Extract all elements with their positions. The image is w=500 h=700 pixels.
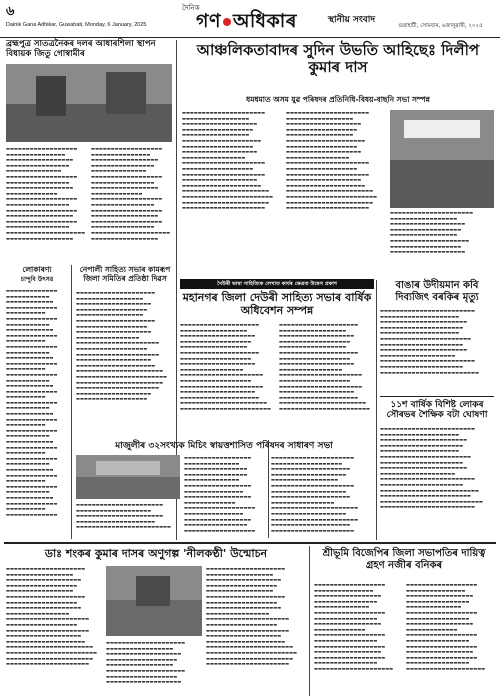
article-1-photo (6, 64, 172, 142)
page-number: ৬ (6, 4, 15, 19)
article-10-headline: শ্ৰীভূমি বিজেপিৰ জিলা সভাপতিৰ দায়িত্ব গ্ৰহণ নজীৰ বনিকৰ (322, 548, 486, 571)
article-10-body: ▬▬▬▬▬▬▬▬▬▬▬▬▬▬▬▬▬▬ ▬▬▬▬▬▬▬▬▬▬▬▬▬▬▬ ▬▬▬▬▬▬▬▬▬▬▬▬▬▬▬▬▬ ▬▬▬▬▬▬▬▬▬▬▬▬▬▬▬▬ ▬▬▬▬▬▬▬▬▬▬▬▬▬▬ ▬▬▬▬▬▬▬▬▬▬▬▬▬▬▬▬▬▬ ▬▬▬▬▬▬▬▬▬▬▬▬▬▬▬▬ ▬▬▬▬▬▬▬▬▬▬▬▬▬▬▬▬▬ ▬▬▬▬▬▬▬▬▬▬▬▬▬ ▬▬▬▬▬▬▬▬▬▬▬▬▬▬▬▬▬▬ ▬▬▬▬▬▬▬▬▬▬▬▬▬▬▬▬ ▬▬▬▬▬▬▬▬▬▬▬▬▬▬▬▬▬▬ ▬▬▬▬▬▬▬▬▬▬▬▬▬▬▬▬▬ ▬▬▬▬▬▬▬▬▬▬▬▬▬▬▬▬▬▬ ▬▬▬▬▬▬▬▬▬▬▬▬▬▬▬▬ ▬▬▬▬▬▬▬▬▬▬▬▬▬▬▬▬▬▬▬▬ (314, 582, 394, 671)
article-8-body-col2: ▬▬▬▬▬▬▬▬▬▬▬▬▬▬▬▬▬▬▬▬▬ ▬▬▬▬▬▬▬▬▬▬▬▬▬▬▬▬▬▬ ▬▬▬▬▬▬▬▬▬▬▬▬▬▬▬▬▬▬▬▬ ▬▬▬▬▬▬▬▬▬▬▬▬▬▬▬▬▬▬▬ ▬▬▬▬▬▬▬▬▬▬▬▬▬▬▬▬▬ ▬▬▬▬▬▬▬▬▬▬▬▬▬▬▬▬▬▬▬▬▬ ▬▬▬▬▬▬▬▬▬▬▬▬▬▬▬▬▬▬▬ ▬▬▬▬▬▬▬▬▬▬▬▬▬▬▬▬▬▬▬▬ ▬▬▬▬▬▬▬▬▬▬▬▬▬▬▬▬ ▬▬▬▬▬▬▬▬▬▬▬▬▬▬▬▬▬▬▬▬▬▬ ▬▬▬▬▬▬▬▬▬▬▬▬▬▬▬▬▬▬▬ ▬▬▬▬▬▬▬▬▬▬▬▬▬▬▬▬▬▬▬▬▬▬ ▬▬▬▬▬▬▬▬▬▬▬▬▬▬▬▬▬▬▬▬ ▬▬▬▬▬▬▬▬▬▬▬▬▬▬▬▬▬▬▬▬▬ (271, 455, 359, 533)
edition-line: Dainik Gana Adhikar, Guwahati, Monday, 6 January, 2025 (6, 22, 147, 28)
column-divider (71, 265, 72, 539)
column-divider (376, 280, 377, 540)
article-5-body-col2: ▬▬▬▬▬▬▬▬▬▬▬▬▬▬▬▬▬▬▬▬ ▬▬▬▬▬▬▬▬▬▬▬▬▬▬▬▬▬ ▬▬▬▬▬▬▬▬▬▬▬▬▬▬▬▬▬▬▬ ▬▬▬▬▬▬▬▬▬▬▬▬▬▬▬▬▬▬ ▬▬▬▬▬▬▬▬▬▬▬▬▬▬▬▬▬ ▬▬▬▬▬▬▬▬▬▬▬▬▬▬▬▬▬▬▬▬ ▬▬▬▬▬▬▬▬▬▬▬▬▬▬▬▬▬▬ ▬▬▬▬▬▬▬▬▬▬▬▬▬▬▬▬▬▬▬ ▬▬▬▬▬▬▬▬▬▬▬▬▬▬▬▬ ▬▬▬▬▬▬▬▬▬▬▬▬▬▬▬▬▬▬▬▬▬ ▬▬▬▬▬▬▬▬▬▬▬▬▬▬▬▬▬▬ ▬▬▬▬▬▬▬▬▬▬▬▬▬▬▬▬▬▬▬▬▬ ▬▬▬▬▬▬▬▬▬▬▬▬▬▬▬▬▬▬▬ ▬▬▬▬▬▬▬▬▬▬▬▬▬▬▬▬▬▬▬▬ ▬▬▬▬▬▬▬▬▬▬▬▬▬▬▬▬▬▬▬▬▬▬ ▬▬▬▬▬▬▬▬▬▬▬▬▬▬▬▬▬▬▬▬▬▬▬ (279, 322, 370, 411)
article-9-headline: ডাঃ শংকৰ কুমাৰ দাসৰ অণুগল্প 'নীলকণ্ঠী' উন্মোচন (44, 547, 268, 560)
masthead (0, 0, 500, 38)
article-3-subkicker: চান্দুবি উৎসৱ (20, 276, 54, 283)
article-7-headline: ১১শ বাৰ্ষিক বিশিষ্ট লোকৰ সৌৰভৰ শৈক্ষিক বটা ঘোষণা (386, 400, 488, 421)
article-2-body: ▬▬▬▬▬▬▬▬▬▬▬▬▬▬▬▬▬▬▬▬▬ ▬▬▬▬▬▬▬▬▬▬▬▬▬▬▬▬▬ ▬▬▬▬▬▬▬▬▬▬▬▬▬▬▬▬▬▬▬ ▬▬▬▬▬▬▬▬▬▬▬▬▬▬▬▬▬▬ ▬▬▬▬▬▬▬▬▬▬▬▬▬▬▬▬▬ ▬▬▬▬▬▬▬▬▬▬▬▬▬▬▬▬▬▬▬▬ ▬▬▬▬▬▬▬▬▬▬▬▬▬▬▬▬▬▬ ▬▬▬▬▬▬▬▬▬▬▬▬▬▬▬▬▬▬▬ ▬▬▬▬▬▬▬▬▬▬▬▬▬▬▬▬ ▬▬▬▬▬▬▬▬▬▬▬▬▬▬▬▬▬▬▬▬▬ ▬▬▬▬▬▬▬▬▬▬▬▬▬▬▬▬▬▬ ▬▬▬▬▬▬▬▬▬▬▬▬▬▬▬▬▬▬▬▬▬ ▬▬▬▬▬▬▬▬▬▬▬▬▬▬▬▬▬▬▬ ▬▬▬▬▬▬▬▬▬▬▬▬▬▬▬▬▬▬▬▬ ▬▬▬▬▬▬▬▬▬▬▬▬▬▬▬▬▬▬▬▬▬▬ ▬▬▬▬▬▬▬▬▬▬▬▬▬▬▬▬▬▬▬▬▬▬▬ ▬▬▬▬▬▬▬▬▬▬▬▬▬▬▬▬▬▬▬▬▬▬ ▬▬▬▬▬▬▬▬▬▬▬▬▬▬▬▬▬▬▬▬▬ (182, 110, 273, 211)
logo-dot-icon (223, 18, 231, 26)
article-8-headline: মাজুলীৰ ৩২সংখ্যক মিচিং স্বায়ত্তশাসিত পৰিষদৰ সাধাৰণ সভা (115, 441, 333, 451)
newspaper-logo (196, 7, 297, 39)
bottom-divider (4, 542, 496, 544)
article-2-photo (390, 110, 494, 208)
article-2-body-col2: ▬▬▬▬▬▬▬▬▬▬▬▬▬▬▬▬▬▬▬▬▬ ▬▬▬▬▬▬▬▬▬▬▬▬▬▬▬▬▬ ▬▬▬▬▬▬▬▬▬▬▬▬▬▬▬▬▬▬▬ ▬▬▬▬▬▬▬▬▬▬▬▬▬▬▬▬▬▬ ▬▬▬▬▬▬▬▬▬▬▬▬▬▬▬▬▬ ▬▬▬▬▬▬▬▬▬▬▬▬▬▬▬▬▬▬▬▬ ▬▬▬▬▬▬▬▬▬▬▬▬▬▬▬▬▬▬ ▬▬▬▬▬▬▬▬▬▬▬▬▬▬▬▬▬▬▬ ▬▬▬▬▬▬▬▬▬▬▬▬▬▬▬▬ ▬▬▬▬▬▬▬▬▬▬▬▬▬▬▬▬▬▬▬▬▬ ▬▬▬▬▬▬▬▬▬▬▬▬▬▬▬▬▬▬ ▬▬▬▬▬▬▬▬▬▬▬▬▬▬▬▬▬▬▬▬▬ ▬▬▬▬▬▬▬▬▬▬▬▬▬▬▬▬▬▬▬ ▬▬▬▬▬▬▬▬▬▬▬▬▬▬▬▬▬▬▬▬ ▬▬▬▬▬▬▬▬▬▬▬▬▬▬▬▬▬▬▬▬▬▬ ▬▬▬▬▬▬▬▬▬▬▬▬▬▬▬▬▬▬▬▬▬▬▬ ▬▬▬▬▬▬▬▬▬▬▬▬▬▬▬▬▬▬▬▬▬▬ ▬▬▬▬▬▬▬▬▬▬▬▬▬▬▬▬▬▬▬▬▬ (286, 110, 377, 211)
article-3-kicker: লোকাৰণ্য (22, 265, 52, 274)
article-9-body-col2: ▬▬▬▬▬▬▬▬▬▬▬▬▬▬▬▬▬▬▬▬ ▬▬▬▬▬▬▬▬▬▬▬▬▬▬▬▬▬ ▬▬▬▬▬▬▬▬▬▬▬▬▬▬▬▬▬▬▬ ▬▬▬▬▬▬▬▬▬▬▬▬▬▬▬▬▬▬ ▬▬▬▬▬▬▬▬▬▬▬▬▬▬▬▬▬ ▬▬▬▬▬▬▬▬▬▬▬▬▬▬▬▬▬▬▬▬ ▬▬▬▬▬▬▬▬▬▬▬▬▬▬▬▬▬▬ ▬▬▬▬▬▬▬▬▬▬▬▬▬▬▬▬▬▬▬ (106, 640, 186, 685)
article-9-body-col3: ▬▬▬▬▬▬▬▬▬▬▬▬▬▬▬▬▬▬▬▬ ▬▬▬▬▬▬▬▬▬▬▬▬▬▬▬▬▬ ▬▬▬▬▬▬▬▬▬▬▬▬▬▬▬▬▬▬▬ ▬▬▬▬▬▬▬▬▬▬▬▬▬▬▬▬▬▬ ▬▬▬▬▬▬▬▬▬▬▬▬▬▬▬▬▬ ▬▬▬▬▬▬▬▬▬▬▬▬▬▬▬▬▬▬▬▬ ▬▬▬▬▬▬▬▬▬▬▬▬▬▬▬▬▬▬ ▬▬▬▬▬▬▬▬▬▬▬▬▬▬▬▬▬▬▬ ▬▬▬▬▬▬▬▬▬▬▬▬▬▬▬▬ ▬▬▬▬▬▬▬▬▬▬▬▬▬▬▬▬▬▬▬▬▬ ▬▬▬▬▬▬▬▬▬▬▬▬▬▬▬▬▬▬ ▬▬▬▬▬▬▬▬▬▬▬▬▬▬▬▬▬▬▬▬▬ ▬▬▬▬▬▬▬▬▬▬▬▬▬▬▬▬▬▬▬ ▬▬▬▬▬▬▬▬▬▬▬▬▬▬▬▬▬▬▬▬ ▬▬▬▬▬▬▬▬▬▬▬▬▬▬▬▬▬▬▬▬▬▬ ▬▬▬▬▬▬▬▬▬▬▬▬▬▬▬▬▬▬▬▬▬▬▬ ▬▬▬▬▬▬▬▬▬▬▬▬▬▬▬▬▬▬▬▬▬▬ ▬▬▬▬▬▬▬▬▬▬▬▬▬▬▬▬▬▬▬▬▬ (206, 566, 297, 667)
article-2-photo-caption: ▬▬▬▬▬▬▬▬▬▬▬▬▬▬▬▬▬▬▬▬▬ ▬▬▬▬▬▬▬▬▬▬▬▬▬▬▬▬▬ ▬▬▬▬▬▬▬▬▬▬▬▬▬▬▬▬▬▬▬ ▬▬▬▬▬▬▬▬▬▬▬▬▬▬▬▬▬▬ ▬▬▬▬▬▬▬▬▬▬▬▬▬▬▬▬▬ ▬▬▬▬▬▬▬▬▬▬▬▬▬▬▬▬▬▬▬▬ ▬▬▬▬▬▬▬▬▬▬▬▬▬▬▬▬▬▬ ▬▬▬▬▬▬▬▬▬▬▬▬▬▬▬▬▬▬▬ (390, 210, 474, 255)
article-6-headline: বাঙাৰ উদীয়মান কবি দিব্যজিৎ বৰকিৰ মৃত্যু (395, 280, 479, 303)
section-label: স্থানীয় সংবাদ (328, 15, 376, 25)
article-3-body: ▬▬▬▬▬▬▬▬▬▬▬▬▬ ▬▬▬▬▬▬▬▬▬▬▬ ▬▬▬▬▬▬▬▬▬▬▬▬ ▬▬▬▬▬▬▬▬▬▬▬▬▬ ▬▬▬▬▬▬▬▬▬▬ ▬▬▬▬▬▬▬▬▬▬▬▬▬ ▬▬▬▬▬▬▬▬▬▬▬ ▬▬▬▬▬▬▬▬▬▬▬▬ ▬▬▬▬▬▬▬▬▬▬▬▬▬ ▬▬▬▬▬▬▬▬▬▬ ▬▬▬▬▬▬▬▬▬▬▬▬▬ ▬▬▬▬▬▬▬▬▬▬▬ ▬▬▬▬▬▬▬▬▬▬▬▬ ▬▬▬▬▬▬▬▬▬▬▬▬▬ ▬▬▬▬▬▬▬▬▬▬ ▬▬▬▬▬▬▬▬▬▬▬▬▬ ▬▬▬▬▬▬▬▬▬▬▬ ▬▬▬▬▬▬▬▬▬▬▬▬ ▬▬▬▬▬▬▬▬▬▬▬▬▬ ▬▬▬▬▬▬▬▬▬▬ ▬▬▬▬▬▬▬▬▬▬▬▬▬ ▬▬▬▬▬▬▬▬▬▬▬ ▬▬▬▬▬▬▬▬▬▬▬▬ ▬▬▬▬▬▬▬▬▬▬▬▬▬ ▬▬▬▬▬▬▬▬▬▬ ▬▬▬▬▬▬▬▬▬▬▬▬▬ ▬▬▬▬▬▬▬▬▬▬▬ ▬▬▬▬▬▬▬▬▬▬▬▬ ▬▬▬▬▬▬▬▬▬▬▬▬▬ ▬▬▬▬▬▬▬▬▬▬ ▬▬▬▬▬▬▬▬▬▬▬▬▬ ▬▬▬▬▬▬▬▬▬▬▬ ▬▬▬▬▬▬▬▬▬▬▬▬ ▬▬▬▬▬▬▬▬▬▬▬▬▬ ▬▬▬▬▬▬▬▬▬▬ ▬▬▬▬▬▬▬▬▬▬▬▬▬ ▬▬▬▬▬▬▬▬▬▬▬ ▬▬▬▬▬▬▬▬▬▬▬▬ ▬▬▬▬▬▬▬▬▬▬▬▬▬ ▬▬▬▬▬▬▬▬▬▬ ▬▬▬▬▬▬▬▬▬▬▬▬▬ (6, 288, 58, 517)
article-2-headline: আঞ্চলিকতাবাদৰ সুদিন উভতি আহিছেঃ দিলীপ কুমাৰ দাস (196, 41, 480, 77)
date-assamese: গুৱাহাটী, সোমবাৰ, ৬জানুৱাৰী, ২০২৫ (398, 23, 483, 29)
article-2-subhead: ধমধমাত অসম যুৱ পৰিষদৰ প্ৰতিনিধি-বিষয়-বাছনি সভা সম্পন্ন (246, 95, 430, 104)
article-1-body-col2: ▬▬▬▬▬▬▬▬▬▬▬▬▬▬▬▬▬▬ ▬▬▬▬▬▬▬▬▬▬▬▬▬▬▬ ▬▬▬▬▬▬▬▬▬▬▬▬▬▬▬▬▬ ▬▬▬▬▬▬▬▬▬▬▬▬▬▬▬▬ ▬▬▬▬▬▬▬▬▬▬▬▬▬▬ ▬▬▬▬▬▬▬▬▬▬▬▬▬▬▬▬▬▬ ▬▬▬▬▬▬▬▬▬▬▬▬▬▬▬▬ ▬▬▬▬▬▬▬▬▬▬▬▬▬▬▬▬▬ ▬▬▬▬▬▬▬▬▬▬▬▬▬ ▬▬▬▬▬▬▬▬▬▬▬▬▬▬▬▬▬▬ ▬▬▬▬▬▬▬▬▬▬▬▬▬▬▬▬ ▬▬▬▬▬▬▬▬▬▬▬▬▬▬▬▬▬▬ ▬▬▬▬▬▬▬▬▬▬▬▬▬▬▬▬▬ ▬▬▬▬▬▬▬▬▬▬▬▬▬▬▬▬▬▬ ▬▬▬▬▬▬▬▬▬▬▬▬▬▬▬▬ ▬▬▬▬▬▬▬▬▬▬▬▬▬▬▬▬▬▬▬▬ ▬▬▬▬▬▬▬▬▬▬▬▬▬▬▬▬▬ (91, 146, 171, 241)
article-4-headline: নেপালী সাহিত্য সভাৰ কামৰূপ জিলা সমিতিৰ প্ৰতিষ্ঠা দিৱস (79, 265, 171, 283)
article-5-body: ▬▬▬▬▬▬▬▬▬▬▬▬▬▬▬▬▬▬▬▬ ▬▬▬▬▬▬▬▬▬▬▬▬▬▬▬▬▬ ▬▬▬▬▬▬▬▬▬▬▬▬▬▬▬▬▬▬▬ ▬▬▬▬▬▬▬▬▬▬▬▬▬▬▬▬▬▬ ▬▬▬▬▬▬▬▬▬▬▬▬▬▬▬▬▬ ▬▬▬▬▬▬▬▬▬▬▬▬▬▬▬▬▬▬▬▬ ▬▬▬▬▬▬▬▬▬▬▬▬▬▬▬▬▬▬ ▬▬▬▬▬▬▬▬▬▬▬▬▬▬▬▬▬▬▬ ▬▬▬▬▬▬▬▬▬▬▬▬▬▬▬▬ ▬▬▬▬▬▬▬▬▬▬▬▬▬▬▬▬▬▬▬▬▬ ▬▬▬▬▬▬▬▬▬▬▬▬▬▬▬▬▬▬ ▬▬▬▬▬▬▬▬▬▬▬▬▬▬▬▬▬▬▬▬▬ ▬▬▬▬▬▬▬▬▬▬▬▬▬▬▬▬▬▬▬ ▬▬▬▬▬▬▬▬▬▬▬▬▬▬▬▬▬▬▬▬ ▬▬▬▬▬▬▬▬▬▬▬▬▬▬▬▬▬▬▬▬▬▬ ▬▬▬▬▬▬▬▬▬▬▬▬▬▬▬▬▬▬▬▬▬▬▬ (180, 322, 271, 411)
article-8-caption: ▬▬▬▬▬▬▬▬▬▬▬▬▬▬▬▬▬▬▬▬▬▬ ▬▬▬▬▬▬▬▬▬▬▬▬▬▬▬▬▬▬▬ ▬▬▬▬▬▬▬▬▬▬▬▬▬▬▬▬▬▬▬▬▬▬ ▬▬▬▬▬▬▬▬▬▬▬▬▬▬▬▬▬▬▬▬ ▬▬▬▬▬▬▬▬▬▬▬▬▬▬▬▬▬▬▬▬▬▬▬▬ (76, 502, 171, 530)
article-1-body: ▬▬▬▬▬▬▬▬▬▬▬▬▬▬▬▬▬▬ ▬▬▬▬▬▬▬▬▬▬▬▬▬▬▬ ▬▬▬▬▬▬▬▬▬▬▬▬▬▬▬▬▬ ▬▬▬▬▬▬▬▬▬▬▬▬▬▬▬▬ ▬▬▬▬▬▬▬▬▬▬▬▬▬▬ ▬▬▬▬▬▬▬▬▬▬▬▬▬▬▬▬▬▬ ▬▬▬▬▬▬▬▬▬▬▬▬▬▬▬▬ ▬▬▬▬▬▬▬▬▬▬▬▬▬▬▬▬▬ ▬▬▬▬▬▬▬▬▬▬▬▬▬ ▬▬▬▬▬▬▬▬▬▬▬▬▬▬▬▬▬▬ ▬▬▬▬▬▬▬▬▬▬▬▬▬▬▬▬ ▬▬▬▬▬▬▬▬▬▬▬▬▬▬▬▬▬▬ ▬▬▬▬▬▬▬▬▬▬▬▬▬▬▬▬▬ ▬▬▬▬▬▬▬▬▬▬▬▬▬▬▬▬▬▬ ▬▬▬▬▬▬▬▬▬▬▬▬▬▬▬▬ ▬▬▬▬▬▬▬▬▬▬▬▬▬▬▬▬▬▬▬▬ ▬▬▬▬▬▬▬▬▬▬▬▬▬▬▬▬▬ (6, 146, 86, 241)
article-5-kicker: দৈউৰী ভাষা সাহিত্যিক লেখাত কাৰ্যৰ ক্ষেত্ৰত উদ্বেগ প্ৰকাশ (180, 279, 374, 289)
article-4-body: ▬▬▬▬▬▬▬▬▬▬▬▬▬▬▬▬▬▬▬▬ ▬▬▬▬▬▬▬▬▬▬▬▬▬▬▬▬▬ ▬▬▬▬▬▬▬▬▬▬▬▬▬▬▬▬▬▬▬ ▬▬▬▬▬▬▬▬▬▬▬▬▬▬▬▬▬▬ ▬▬▬▬▬▬▬▬▬▬▬▬▬▬▬▬▬ ▬▬▬▬▬▬▬▬▬▬▬▬▬▬▬▬▬▬▬▬ ▬▬▬▬▬▬▬▬▬▬▬▬▬▬▬▬▬▬ ▬▬▬▬▬▬▬▬▬▬▬▬▬▬▬▬▬▬▬ ▬▬▬▬▬▬▬▬▬▬▬▬▬▬▬▬ ▬▬▬▬▬▬▬▬▬▬▬▬▬▬▬▬▬▬▬▬▬ ▬▬▬▬▬▬▬▬▬▬▬▬▬▬▬▬▬▬ ▬▬▬▬▬▬▬▬▬▬▬▬▬▬▬▬▬▬▬▬▬ ▬▬▬▬▬▬▬▬▬▬▬▬▬▬▬▬▬▬▬ ▬▬▬▬▬▬▬▬▬▬▬▬▬▬▬▬▬▬▬▬ ▬▬▬▬▬▬▬▬▬▬▬▬▬▬▬▬▬▬▬▬▬▬ ▬▬▬▬▬▬▬▬▬▬▬▬▬▬▬▬▬▬▬▬▬▬▬ ▬▬▬▬▬▬▬▬▬▬▬▬▬▬▬▬▬▬▬▬▬▬ ▬▬▬▬▬▬▬▬▬▬▬▬▬▬▬▬▬▬▬▬▬ ▬▬▬▬▬▬▬▬▬▬▬▬▬▬▬▬▬▬▬ ▬▬▬▬▬▬▬▬▬▬▬▬▬▬▬▬▬▬ (76, 290, 167, 402)
logo-left: গণ (196, 10, 221, 32)
dainik-label: দৈনিক (182, 4, 200, 12)
article-9-body: ▬▬▬▬▬▬▬▬▬▬▬▬▬▬▬▬▬▬▬▬ ▬▬▬▬▬▬▬▬▬▬▬▬▬▬▬▬▬ ▬▬▬▬▬▬▬▬▬▬▬▬▬▬▬▬▬▬▬ ▬▬▬▬▬▬▬▬▬▬▬▬▬▬▬▬▬▬ ▬▬▬▬▬▬▬▬▬▬▬▬▬▬▬▬▬ ▬▬▬▬▬▬▬▬▬▬▬▬▬▬▬▬▬▬▬▬ ▬▬▬▬▬▬▬▬▬▬▬▬▬▬▬▬▬▬ ▬▬▬▬▬▬▬▬▬▬▬▬▬▬▬▬▬▬▬ ▬▬▬▬▬▬▬▬▬▬▬▬▬▬▬▬ ▬▬▬▬▬▬▬▬▬▬▬▬▬▬▬▬▬▬▬▬▬ ▬▬▬▬▬▬▬▬▬▬▬▬▬▬▬▬▬▬ ▬▬▬▬▬▬▬▬▬▬▬▬▬▬▬▬▬▬▬▬▬ ▬▬▬▬▬▬▬▬▬▬▬▬▬▬▬▬▬▬▬ ▬▬▬▬▬▬▬▬▬▬▬▬▬▬▬▬▬▬▬▬ ▬▬▬▬▬▬▬▬▬▬▬▬▬▬▬▬▬▬▬▬▬▬ ▬▬▬▬▬▬▬▬▬▬▬▬▬▬▬▬▬▬▬▬▬▬▬ ▬▬▬▬▬▬▬▬▬▬▬▬▬▬▬▬▬▬▬▬▬▬ ▬▬▬▬▬▬▬▬▬▬▬▬▬▬▬▬▬▬▬▬▬ (6, 566, 97, 667)
article-9-photo (106, 566, 202, 636)
logo-right: অধিকাৰ (232, 10, 297, 32)
article-7-body: ▬▬▬▬▬▬▬▬▬▬▬▬▬▬▬▬▬▬▬▬▬▬▬▬ ▬▬▬▬▬▬▬▬▬▬▬▬▬▬▬▬▬▬▬▬ ▬▬▬▬▬▬▬▬▬▬▬▬▬▬▬▬▬▬▬▬▬▬ ▬▬▬▬▬▬▬▬▬▬▬▬▬▬▬▬▬▬▬▬▬ ▬▬▬▬▬▬▬▬▬▬▬▬▬▬▬▬▬▬▬▬ ▬▬▬▬▬▬▬▬▬▬▬▬▬▬▬▬▬▬▬▬▬▬▬ ▬▬▬▬▬▬▬▬▬▬▬▬▬▬▬▬▬▬▬▬▬ ▬▬▬▬▬▬▬▬▬▬▬▬▬▬▬▬▬▬▬▬▬▬ ▬▬▬▬▬▬▬▬▬▬▬▬▬▬▬▬▬▬▬ ▬▬▬▬▬▬▬▬▬▬▬▬▬▬▬▬▬▬▬▬▬▬▬▬ ▬▬▬▬▬▬▬▬▬▬▬▬▬▬▬▬▬▬▬▬▬ ▬▬▬▬▬▬▬▬▬▬▬▬▬▬▬▬▬▬▬▬▬▬▬▬▬ ▬▬▬▬▬▬▬▬▬▬▬▬▬▬▬▬▬▬▬▬▬▬▬ ▬▬▬▬▬▬▬▬▬▬▬▬▬▬▬▬▬▬▬▬▬▬▬▬▬▬ ▬▬▬▬▬▬▬▬▬▬▬▬▬▬▬▬▬▬▬▬▬▬▬▬ (380, 426, 483, 510)
divider (380, 396, 494, 397)
article-1-headline: ব্ৰহ্মপুত্ৰ সাতত্ৰনৈকৰ দলৰ আধাৰশিলা স্থাপন বিধায়ক জিতু গোস্বামীৰ (6, 39, 156, 59)
article-8-body: ▬▬▬▬▬▬▬▬▬▬▬▬▬▬▬▬▬ ▬▬▬▬▬▬▬▬▬▬▬▬▬▬ ▬▬▬▬▬▬▬▬▬▬▬▬▬▬▬▬ ▬▬▬▬▬▬▬▬▬▬▬▬▬▬▬▬ ▬▬▬▬▬▬▬▬▬▬▬▬▬▬ ▬▬▬▬▬▬▬▬▬▬▬▬▬▬▬▬▬ ▬▬▬▬▬▬▬▬▬▬▬▬▬▬▬ ▬▬▬▬▬▬▬▬▬▬▬▬▬▬▬▬▬ ▬▬▬▬▬▬▬▬▬▬▬▬▬ ▬▬▬▬▬▬▬▬▬▬▬▬▬▬▬▬▬▬ ▬▬▬▬▬▬▬▬▬▬▬▬▬▬▬ ▬▬▬▬▬▬▬▬▬▬▬▬▬▬▬▬▬ ▬▬▬▬▬▬▬▬▬▬▬▬▬▬▬▬ ▬▬▬▬▬▬▬▬▬▬▬▬▬▬▬▬▬▬ (184, 455, 256, 533)
article-6-body: ▬▬▬▬▬▬▬▬▬▬▬▬▬▬▬▬▬▬▬▬▬▬▬▬ ▬▬▬▬▬▬▬▬▬▬▬▬▬▬▬▬▬▬▬▬ ▬▬▬▬▬▬▬▬▬▬▬▬▬▬▬▬▬▬▬▬▬▬ ▬▬▬▬▬▬▬▬▬▬▬▬▬▬▬▬▬▬▬▬▬ ▬▬▬▬▬▬▬▬▬▬▬▬▬▬▬▬▬▬▬▬ ▬▬▬▬▬▬▬▬▬▬▬▬▬▬▬▬▬▬▬▬▬▬▬ ▬▬▬▬▬▬▬▬▬▬▬▬▬▬▬▬▬▬▬▬▬ ▬▬▬▬▬▬▬▬▬▬▬▬▬▬▬▬▬▬▬▬▬▬ ▬▬▬▬▬▬▬▬▬▬▬▬▬▬▬▬▬▬▬ ▬▬▬▬▬▬▬▬▬▬▬▬▬▬▬▬▬▬▬▬▬▬▬▬ ▬▬▬▬▬▬▬▬▬▬▬▬▬▬▬▬▬▬▬▬▬ ▬▬▬▬▬▬▬▬▬▬▬▬▬▬▬▬▬▬▬▬▬▬▬▬▬ (380, 308, 479, 375)
article-8-photo (76, 455, 180, 499)
column-divider (309, 546, 310, 696)
article-10-body-col2: ▬▬▬▬▬▬▬▬▬▬▬▬▬▬▬▬▬▬ ▬▬▬▬▬▬▬▬▬▬▬▬▬▬▬ ▬▬▬▬▬▬▬▬▬▬▬▬▬▬▬▬▬ ▬▬▬▬▬▬▬▬▬▬▬▬▬▬▬▬ ▬▬▬▬▬▬▬▬▬▬▬▬▬▬ ▬▬▬▬▬▬▬▬▬▬▬▬▬▬▬▬▬▬ ▬▬▬▬▬▬▬▬▬▬▬▬▬▬▬▬ ▬▬▬▬▬▬▬▬▬▬▬▬▬▬▬▬▬ ▬▬▬▬▬▬▬▬▬▬▬▬▬ ▬▬▬▬▬▬▬▬▬▬▬▬▬▬▬▬▬▬ ▬▬▬▬▬▬▬▬▬▬▬▬▬▬▬▬ ▬▬▬▬▬▬▬▬▬▬▬▬▬▬▬▬▬▬ ▬▬▬▬▬▬▬▬▬▬▬▬▬▬▬▬▬ ▬▬▬▬▬▬▬▬▬▬▬▬▬▬▬▬▬▬ ▬▬▬▬▬▬▬▬▬▬▬▬▬▬▬▬ ▬▬▬▬▬▬▬▬▬▬▬▬▬▬▬▬▬▬▬▬ (406, 582, 486, 671)
column-divider (268, 440, 269, 538)
article-5-headline: মহানগৰ জিলা দেউৰী সাহিত্য সভাৰ বাৰ্ষিক অধিবেশন সম্পন্ন (182, 291, 372, 317)
